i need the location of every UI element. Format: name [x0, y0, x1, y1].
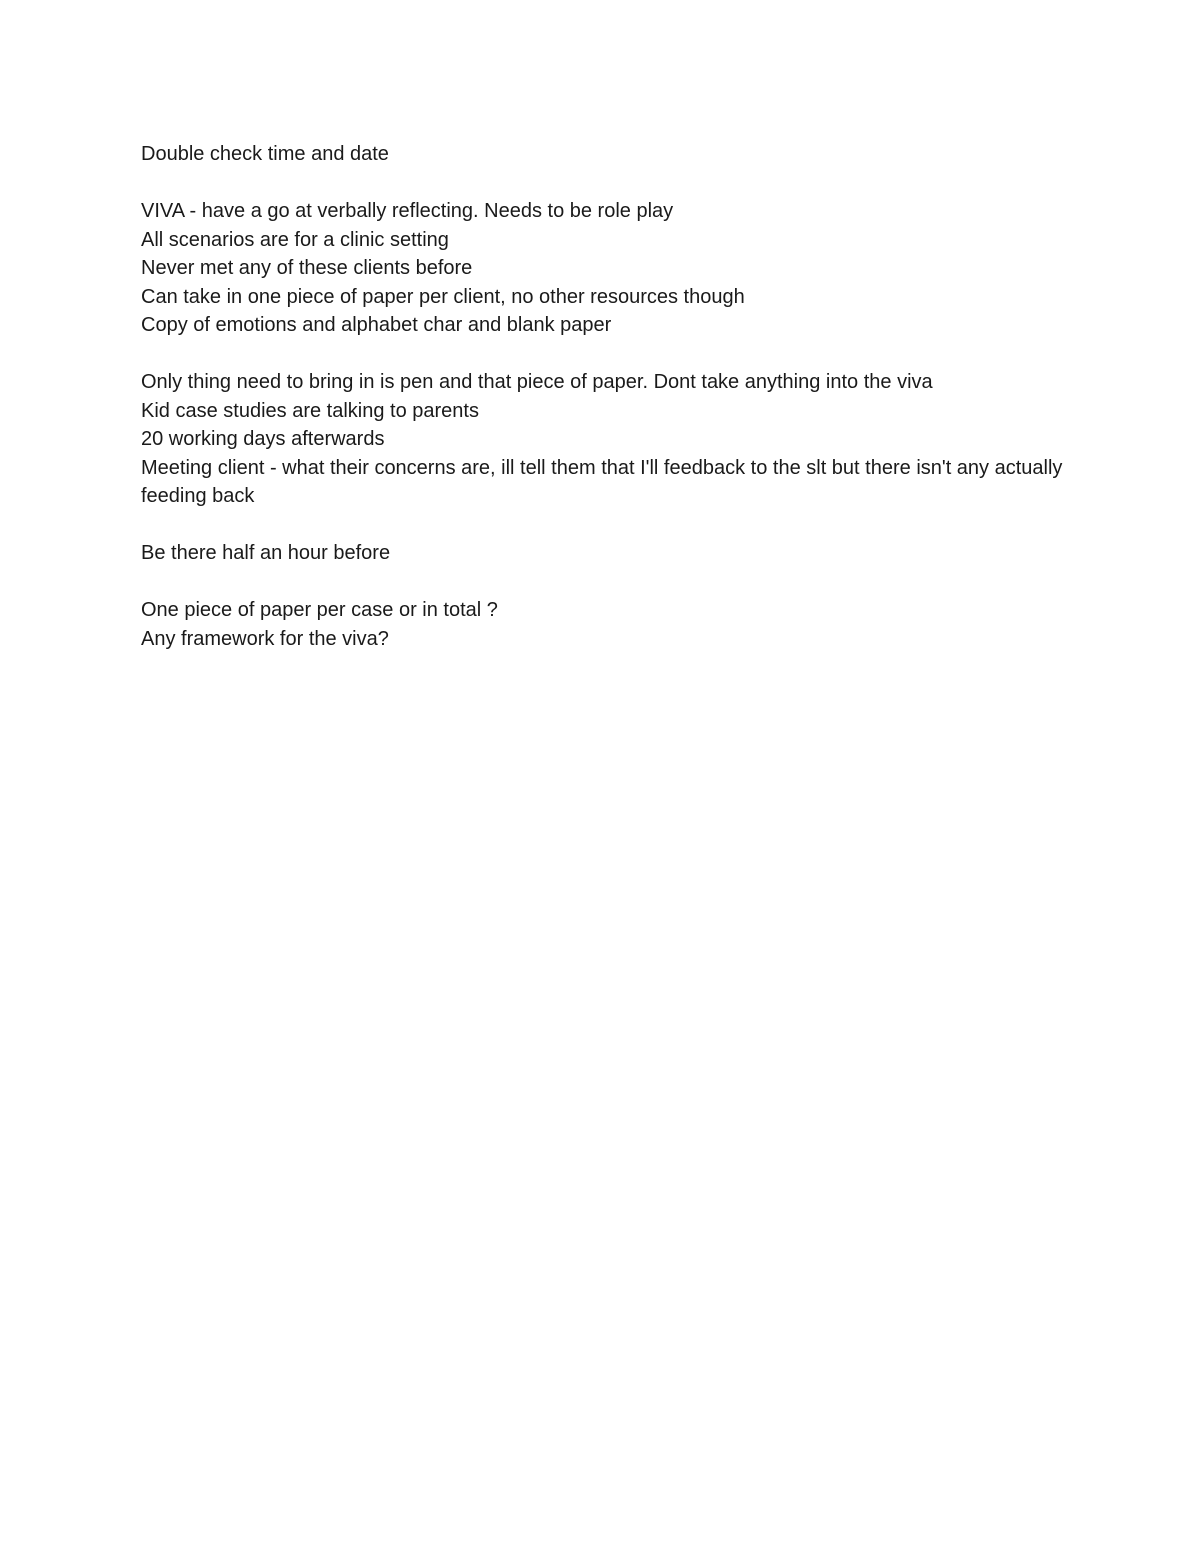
text-line: Kid case studies are talking to parents — [141, 399, 479, 422]
text-line: Meeting client - what their concerns are, ill tell them that I'll feedback to the slt but there isn't any actually feeding back — [141, 456, 1063, 507]
paragraph-5 — [141, 596, 1071, 653]
paragraph-4 — [141, 539, 1071, 568]
text-line: Any framework for the viva? — [141, 627, 389, 650]
text-line: Can take in one piece of paper per client, no other resources though — [141, 285, 745, 308]
document-body — [141, 140, 1071, 653]
paragraph-3 — [141, 368, 1071, 511]
paragraph-spacer — [141, 169, 1071, 198]
text-line: Never met any of these clients before — [141, 257, 473, 279]
paragraph-spacer — [141, 511, 1071, 540]
paragraph-2 — [141, 197, 1071, 340]
paragraph-spacer — [141, 340, 1071, 369]
text-line: Copy of emotions and alphabet char and blank paper — [141, 314, 612, 336]
text-line: Only thing need to bring in is pen and that piece of paper. Dont take anything into the viva — [141, 371, 933, 393]
paragraph-spacer — [141, 568, 1071, 597]
text-line: Be there half an hour before — [141, 542, 391, 564]
paragraph-1 — [141, 140, 1071, 169]
text-line: Double check time and date — [141, 143, 389, 165]
text-line: One piece of paper per case or in total ? — [141, 599, 498, 621]
text-line: All scenarios are for a clinic setting — [141, 228, 449, 251]
text-line: 20 working days afterwards — [141, 428, 385, 450]
text-line: VIVA - have a go at verbally reflecting. Needs to be role play — [141, 200, 674, 222]
